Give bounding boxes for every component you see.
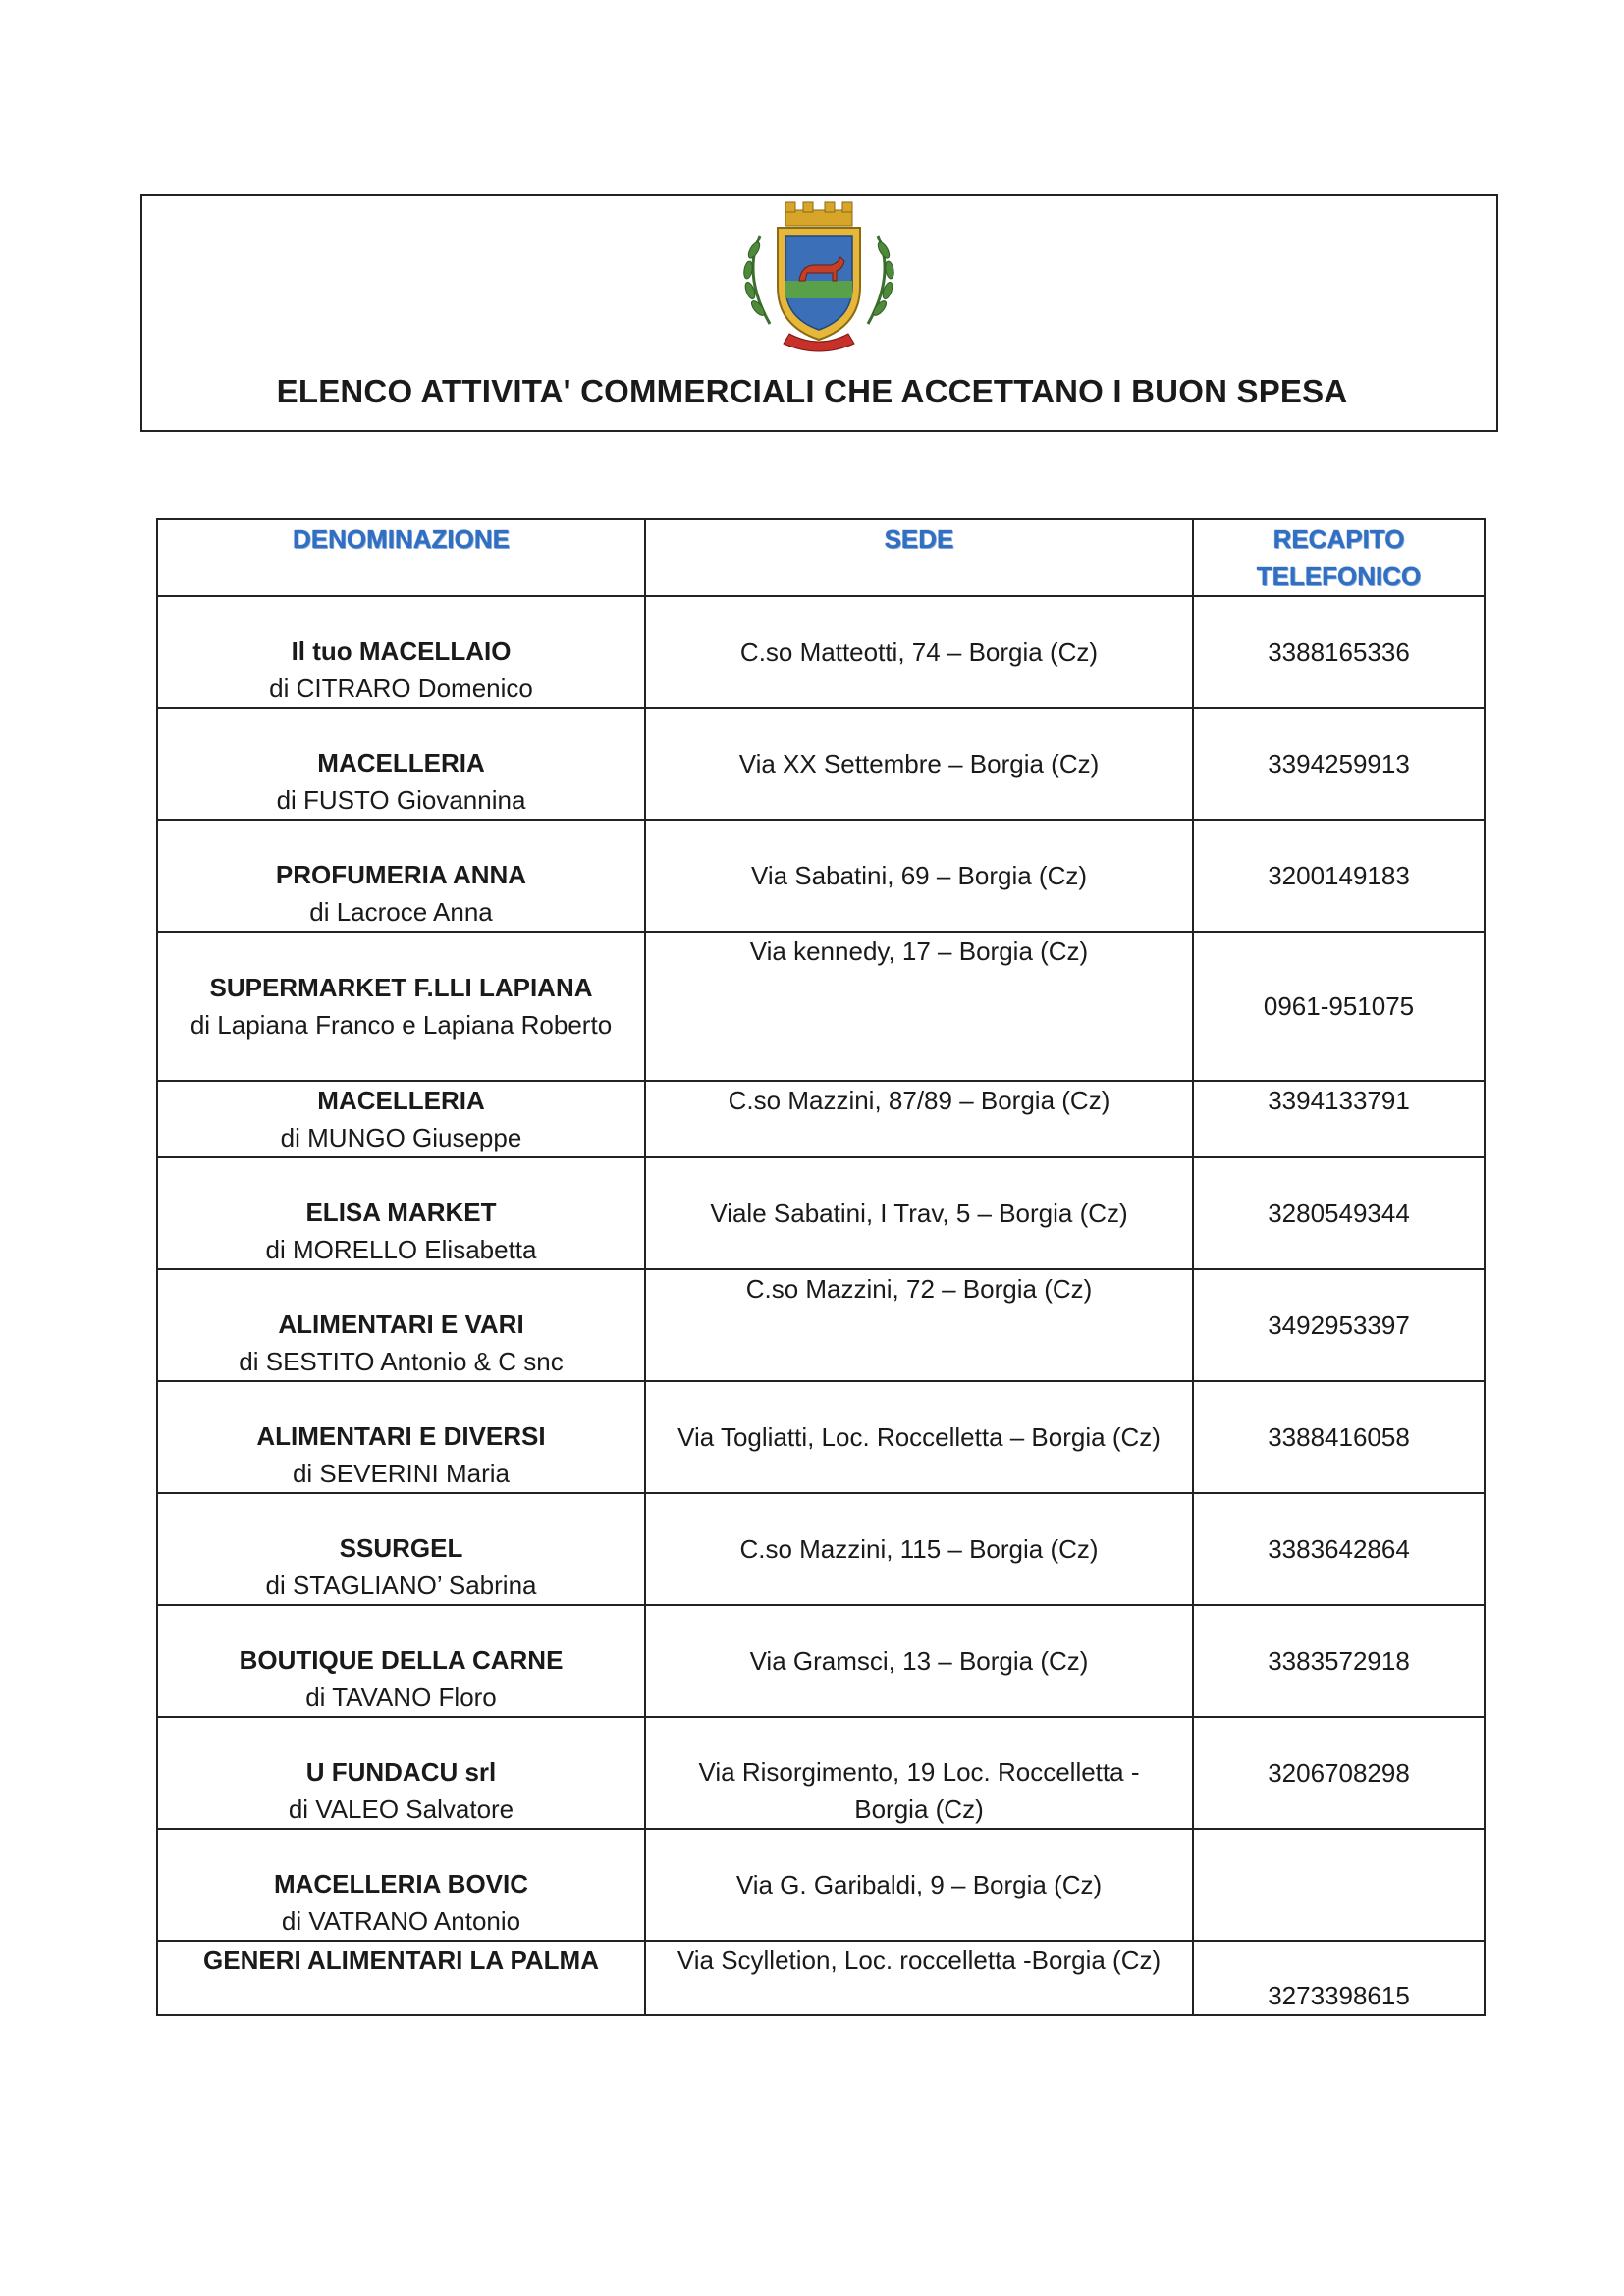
shop-owner: di Lapiana Franco e Lapiana Roberto <box>189 1010 613 1040</box>
address-cell: Via Togliatti, Loc. Roccelletta – Borgia (Cz) <box>645 1381 1193 1493</box>
shop-name: PROFUMERIA ANNA <box>275 860 527 889</box>
name-cell <box>157 708 645 820</box>
table-row <box>157 932 1485 1081</box>
shop-owner: di FUSTO Giovannina <box>276 785 526 815</box>
address-cell: C.so Matteotti, 74 – Borgia (Cz) <box>645 596 1193 708</box>
phone-cell: 3383642864 <box>1193 1493 1485 1605</box>
name-cell <box>157 1081 645 1157</box>
shop-name: BOUTIQUE DELLA CARNE <box>239 1645 564 1675</box>
address-cell: Via XX Settembre – Borgia (Cz) <box>645 708 1193 820</box>
address-cell: Via kennedy, 17 – Borgia (Cz) <box>645 932 1193 1081</box>
shop-name: MACELLERIA <box>317 1086 485 1115</box>
shop-name: GENERI ALIMENTARI LA PALMA <box>203 1946 599 1975</box>
table-row <box>157 1493 1485 1605</box>
name-cell <box>157 1269 645 1381</box>
address-cell: Via Scylletion, Loc. roccelletta -Borgia (Cz) <box>645 1941 1193 2015</box>
name-cell <box>157 596 645 708</box>
shop-name: Il tuo MACELLAIO <box>291 636 512 666</box>
shop-owner: di SESTITO Antonio & C snc <box>239 1347 564 1376</box>
document-title: ELENCO ATTIVITA' COMMERCIALI CHE ACCETTANO I BUON SPESA <box>276 373 1348 409</box>
table-row <box>157 596 1485 708</box>
shop-owner: di Lacroce Anna <box>309 897 493 927</box>
shop-name: U FUNDACU srl <box>305 1757 497 1787</box>
table-row <box>157 1829 1485 1941</box>
phone-cell: 3206708298 <box>1193 1717 1485 1829</box>
address-line1: Via Risorgimento, 19 Loc. Roccelletta - <box>698 1757 1140 1787</box>
phone-cell <box>1193 1829 1485 1941</box>
name-cell <box>157 1381 645 1493</box>
name-cell <box>157 820 645 932</box>
phone-cell: 3200149183 <box>1193 820 1485 932</box>
phone-cell: 3273398615 <box>1193 1941 1485 2015</box>
phone-cell: 3383572918 <box>1193 1605 1485 1717</box>
address-cell: C.so Mazzini, 72 – Borgia (Cz) <box>645 1269 1193 1381</box>
phone-cell: 3388165336 <box>1193 596 1485 708</box>
shop-owner: di CITRARO Domenico <box>269 673 533 703</box>
shop-owner: di VATRANO Antonio <box>281 1906 521 1936</box>
merchant-table <box>156 518 1486 2016</box>
table-row <box>157 1381 1485 1493</box>
header-denominazione: DENOMINAZIONE <box>157 519 645 596</box>
address-cell <box>645 1717 1193 1829</box>
shop-owner: di TAVANO Floro <box>305 1682 497 1712</box>
name-cell <box>157 1941 645 2015</box>
table-row <box>157 708 1485 820</box>
shop-name: ALIMENTARI E DIVERSI <box>256 1421 546 1451</box>
table-row <box>157 1269 1485 1381</box>
shop-name: ALIMENTARI E VARI <box>278 1309 524 1339</box>
shop-name: SSURGEL <box>339 1533 463 1563</box>
table-row <box>157 1717 1485 1829</box>
header-recapito-line2: TELEFONICO <box>1256 561 1422 591</box>
shop-owner: di STAGLIANO’ Sabrina <box>265 1571 537 1600</box>
address-cell: Via G. Garibaldi, 9 – Borgia (Cz) <box>645 1829 1193 1941</box>
address-cell: Via Sabatini, 69 – Borgia (Cz) <box>645 820 1193 932</box>
phone-cell: 3280549344 <box>1193 1157 1485 1269</box>
phone-cell: 0961-951075 <box>1193 932 1485 1081</box>
phone-cell: 3394133791 <box>1193 1081 1485 1157</box>
shop-owner: di MUNGO Giuseppe <box>280 1123 522 1152</box>
header-recapito-line1: RECAPITO <box>1272 524 1405 554</box>
name-cell <box>157 1717 645 1829</box>
phone-cell: 3492953397 <box>1193 1269 1485 1381</box>
shop-name: MACELLERIA BOVIC <box>273 1869 529 1898</box>
shop-owner: di SEVERINI Maria <box>292 1459 511 1488</box>
shop-owner: di MORELLO Elisabetta <box>265 1235 537 1264</box>
header-recapito <box>1193 519 1485 596</box>
name-cell <box>157 1605 645 1717</box>
header-sede: SEDE <box>645 519 1193 596</box>
address-line2: Borgia (Cz) <box>854 1794 984 1824</box>
address-cell: C.so Mazzini, 87/89 – Borgia (Cz) <box>645 1081 1193 1157</box>
table-row <box>157 1081 1485 1157</box>
address-cell: Via Gramsci, 13 – Borgia (Cz) <box>645 1605 1193 1717</box>
table-row <box>157 1941 1485 2015</box>
municipal-coat-of-arms-icon <box>731 196 907 353</box>
table-row <box>157 820 1485 932</box>
shop-name: SUPERMARKET F.LLI LAPIANA <box>209 973 593 1002</box>
phone-cell: 3394259913 <box>1193 708 1485 820</box>
address-cell: Viale Sabatini, I Trav, 5 – Borgia (Cz) <box>645 1157 1193 1269</box>
name-cell <box>157 932 645 1081</box>
shop-owner: di VALEO Salvatore <box>288 1794 514 1824</box>
table-row <box>157 1605 1485 1717</box>
name-cell <box>157 1829 645 1941</box>
name-cell <box>157 1493 645 1605</box>
name-cell <box>157 1157 645 1269</box>
table-row <box>157 1157 1485 1269</box>
phone-cell: 3388416058 <box>1193 1381 1485 1493</box>
shop-name: ELISA MARKET <box>305 1198 497 1227</box>
shop-name: MACELLERIA <box>317 748 485 777</box>
table-header-row <box>157 519 1485 596</box>
address-cell: C.so Mazzini, 115 – Borgia (Cz) <box>645 1493 1193 1605</box>
